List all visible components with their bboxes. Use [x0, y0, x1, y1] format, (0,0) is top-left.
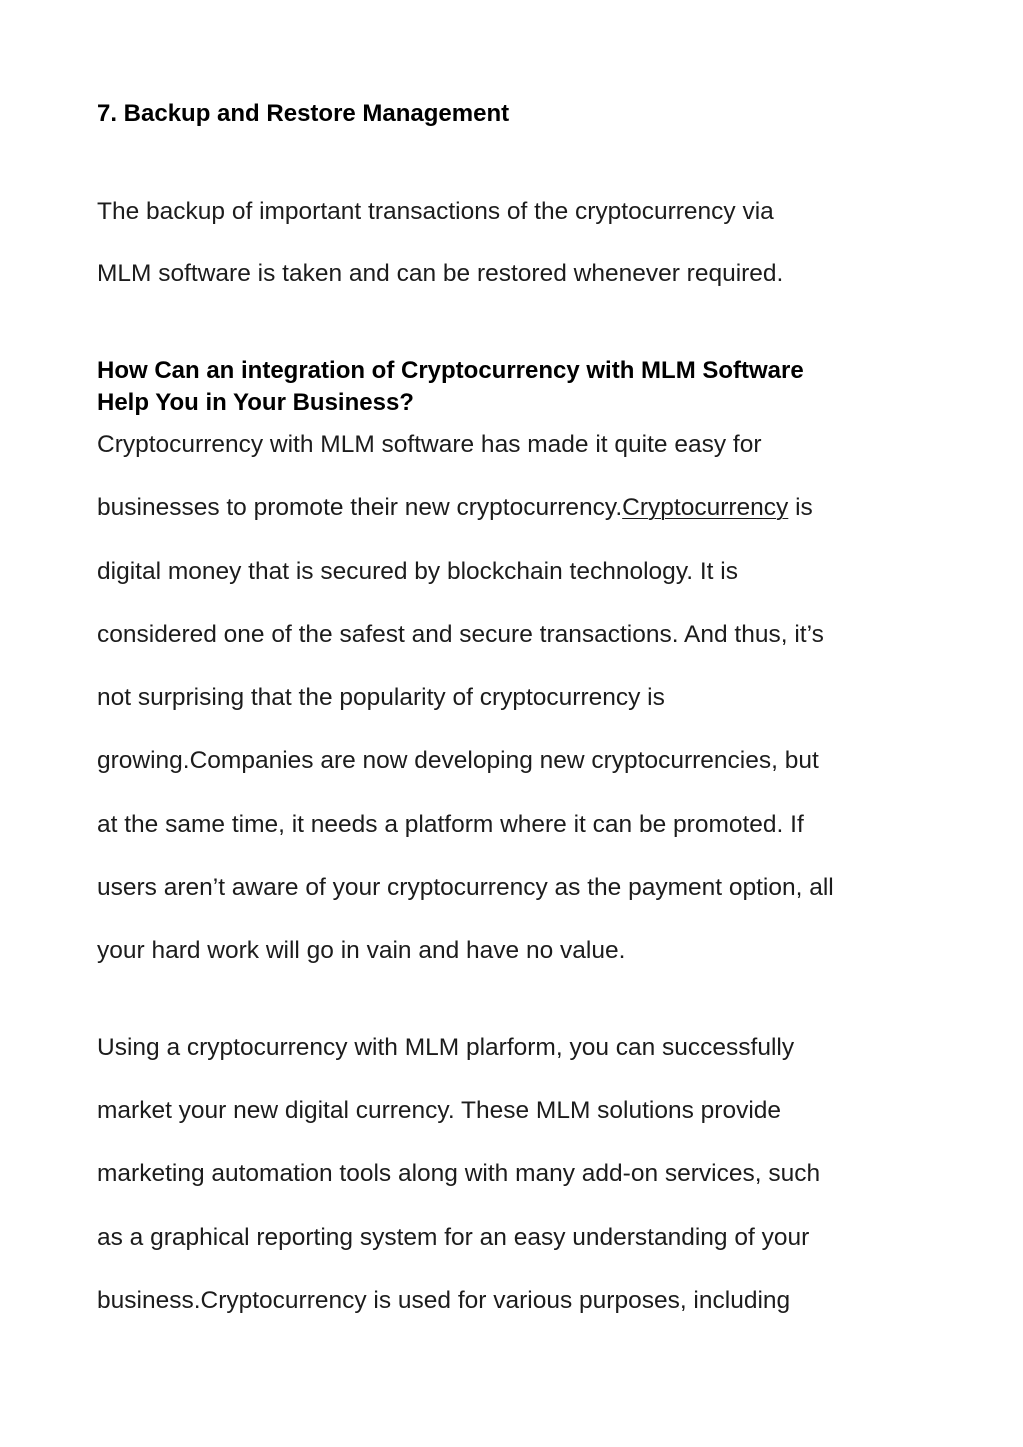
- section-heading-integration-line-1: How Can an integration of Cryptocurrency with MLM Software: [97, 357, 804, 384]
- backup-line-1: The backup of important transactions of the cryptocurrency via: [97, 198, 774, 225]
- cryptocurrency-link[interactable]: Cryptocurrency: [622, 494, 789, 521]
- para1-line-2-tail: is: [788, 494, 813, 521]
- para1-line-5: not surprising that the popularity of cryptocurrency is: [97, 684, 665, 711]
- para1-line-9: your hard work will go in vain and have no value.: [97, 937, 626, 964]
- section-heading-integration-line-2: Help You in Your Business?: [97, 389, 414, 416]
- para1-line-7: at the same time, it needs a platform where it can be promoted. If: [97, 811, 804, 838]
- para2-line-3: marketing automation tools along with many add-on services, such: [97, 1160, 821, 1187]
- para1-line-3: digital money that is secured by blockchain technology. It is: [97, 558, 738, 585]
- para1-line-2-text: businesses to promote their new cryptocurrency.: [97, 494, 623, 521]
- para1-line-2: [97, 492, 813, 524]
- para2-line-2: market your new digital currency. These MLM solutions provide: [97, 1097, 782, 1124]
- backup-line-2: MLM software is taken and can be restored whenever required.: [97, 260, 784, 287]
- para1-line-1: Cryptocurrency with MLM software has made it quite easy for: [97, 431, 762, 458]
- section-heading-backup: 7. Backup and Restore Management: [97, 100, 510, 127]
- para2-line-5: business.Cryptocurrency is used for various purposes, including: [97, 1287, 791, 1314]
- para1-line-8: users aren’t aware of your cryptocurrency as the payment option, all: [97, 874, 834, 901]
- para2-line-4: as a graphical reporting system for an easy understanding of your: [97, 1224, 810, 1251]
- para1-line-4: considered one of the safest and secure transactions. And thus, it’s: [97, 621, 824, 648]
- para1-line-6: growing.Companies are now developing new cryptocurrencies, but: [97, 747, 819, 774]
- para2-line-1: Using a cryptocurrency with MLM plarform, you can successfully: [97, 1034, 795, 1061]
